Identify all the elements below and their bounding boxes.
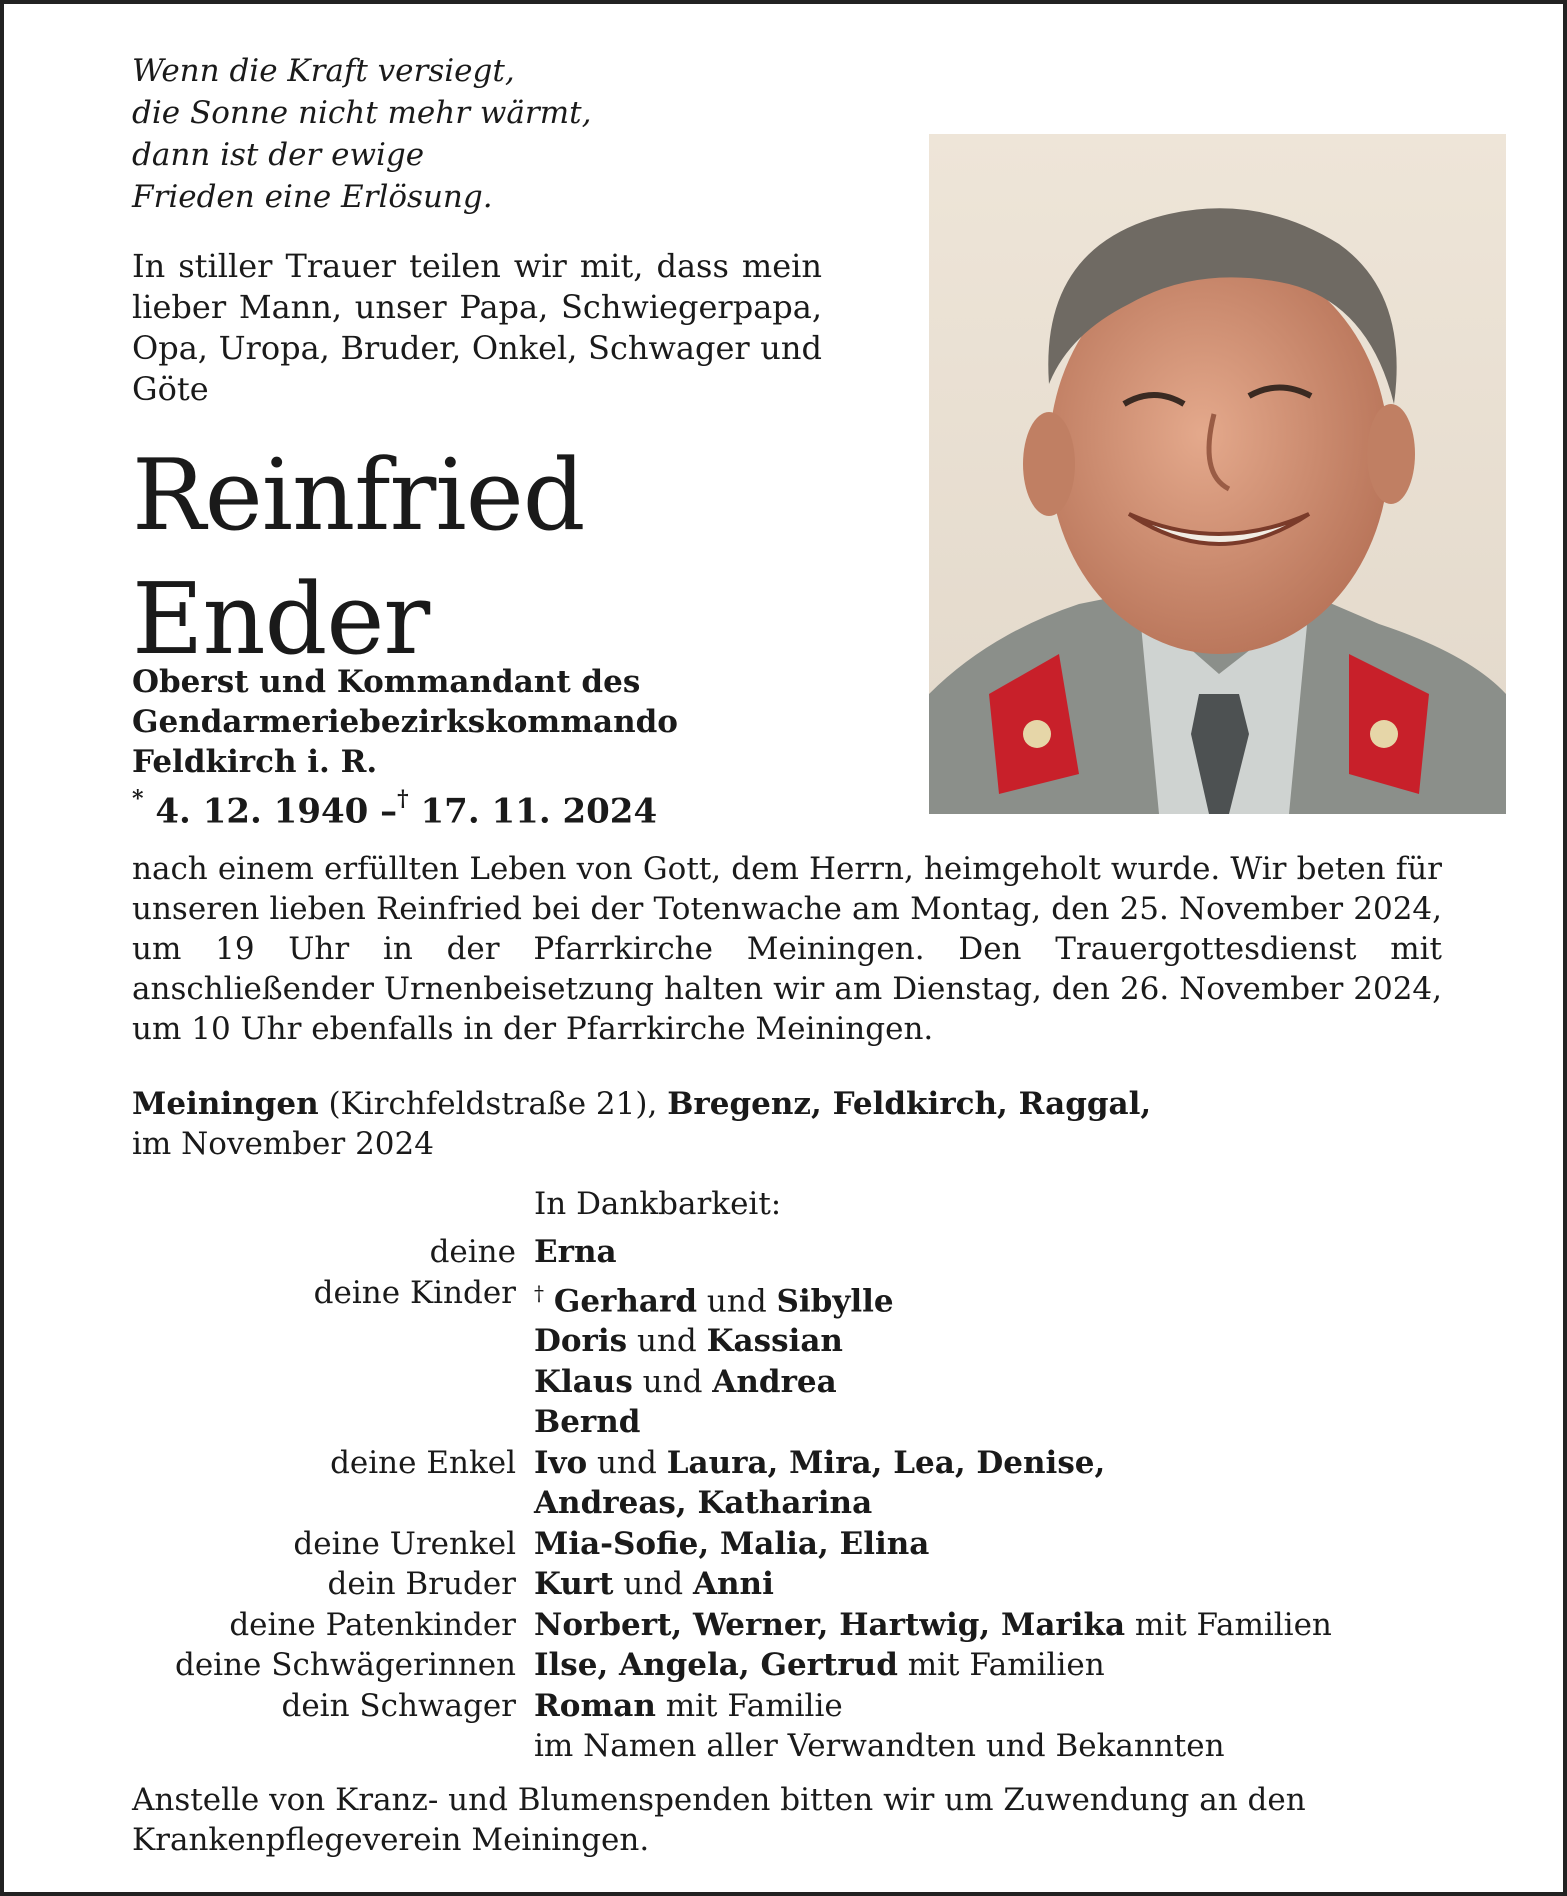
family-name: Klaus [534,1363,633,1400]
family-name: Norbert, Werner, Hartwig, Marika [534,1606,1126,1643]
family-name: Andrea [712,1363,837,1400]
poem [132,50,672,218]
family-label: dein Bruder [327,1566,516,1603]
family-name: Erna [534,1234,617,1270]
family-label: deine Kinder [313,1274,516,1311]
poem-line: Frieden eine Erlösung. [132,179,493,215]
family-label: deine Urenkel [293,1525,516,1562]
family-conjunction: und [587,1444,667,1481]
family-label: dein Schwager [281,1687,516,1724]
poem-line: die Sonne nicht mehr wärmt, [132,95,592,131]
family-name: Anni [692,1566,774,1603]
family-row [132,1564,1472,1605]
family-name: Ivo [534,1444,588,1481]
family-name: Andreas, Katharina [534,1485,873,1522]
funeral-details: nach einem erfüllten Leben von Gott, dem Herrn, heimgeholt wurde. Wir beten für unseren lieben Reinfried bei der Totenwache am Montag, den 25. November 2024, um 19 Uhr in der Pfarrkirche Meiningen. Den Trauergottesdienst mit anschließender Urnenbeisetzung halten wir am Dienstag, den 26. November 2024, um 10 Uhr ebenfalls in der Pfarrkirche Meiningen. [132,851,1442,1047]
family-row [132,1524,1472,1565]
intro-text: In stiller Trauer teilen wir mit, dass mein lieber Mann, unser Papa, Schwiegerpapa, Opa, Uropa, Bruder, Onkel, Schwager und Göte [132,247,822,408]
death-symbol: † [397,786,409,812]
poem-line: Wenn die Kraft versiegt, [132,53,515,89]
family-suffix: mit Familien [1125,1606,1332,1643]
family-row [132,1726,1472,1767]
all-relatives-line: im Namen aller Verwandten und Bekannten [534,1728,1225,1765]
rank-line: Feldkirch i. R. [132,744,378,780]
family-conjunction: und [627,1323,707,1360]
family-name: Ilse, Angela, Gertrud [534,1647,898,1684]
birth-date: 4. 12. 1940 [155,791,369,832]
cross-symbol: † [534,1280,544,1305]
family-label: deine Patenkinder [229,1606,516,1643]
rank-line: Oberst und Kommandant des [132,664,641,700]
birth-symbol: * [132,786,144,812]
place-date: im November 2024 [132,1126,434,1162]
family-name: Roman [534,1687,656,1724]
family-conjunction: und [613,1566,693,1603]
place-others: Bregenz, Feldkirch, Raggal, [667,1086,1152,1122]
family-suffix: mit Familie [655,1687,843,1724]
rank-line: Gendarmeriebezirkskommando [132,704,678,740]
family-row [132,1273,1472,1322]
family-conjunction: und [697,1282,777,1319]
place-town: Meiningen [132,1086,319,1122]
family-row [132,1605,1472,1646]
family-name: Mia-Sofie, Malia, Elina [534,1525,930,1562]
portrait-photo [929,134,1506,814]
last-name: Ender [132,563,430,677]
family-name: Laura, Mira, Lea, Denise, [666,1444,1106,1481]
first-name: Reinfried [132,439,585,553]
family-name: Kurt [534,1566,614,1603]
portrait-illustration [929,134,1506,814]
family-row [132,1645,1472,1686]
family-suffix: mit Familien [897,1647,1105,1684]
family-row [132,1402,1472,1443]
family-row [132,1443,1472,1484]
family-name: Sibylle [776,1282,894,1319]
deceased-name [132,434,584,682]
date-separator: – [380,791,398,832]
life-dates [132,782,657,832]
family-name: Gerhard [553,1282,698,1319]
family-name: Doris [534,1323,628,1360]
poem-line: dann ist der ewige [132,137,425,173]
family-label: deine Enkel [330,1444,516,1481]
family-conjunction: und [632,1363,713,1400]
family-label: deine Schwägerinnen [174,1647,516,1684]
family-row [132,1362,1472,1403]
family-row [132,1232,1472,1273]
family-label: deine [429,1234,516,1270]
family-name: Kassian [706,1323,843,1360]
donation-note: Anstelle von Kranz- und Blumenspenden bitten wir um Zuwendung an den Krankenpflegeverein Meiningen. [132,1782,1306,1858]
family-row [132,1483,1472,1524]
family-name: Bernd [534,1404,641,1441]
rank-title [132,662,892,782]
place-and-date [132,1084,1442,1164]
place-address: (Kirchfeldstraße 21), [318,1086,668,1122]
family-row [132,1686,1472,1727]
thanks-heading: In Dankbarkeit: [534,1186,782,1222]
family-row [132,1321,1472,1362]
family-list [132,1232,1472,1767]
death-date: 17. 11. 2024 [420,791,658,832]
